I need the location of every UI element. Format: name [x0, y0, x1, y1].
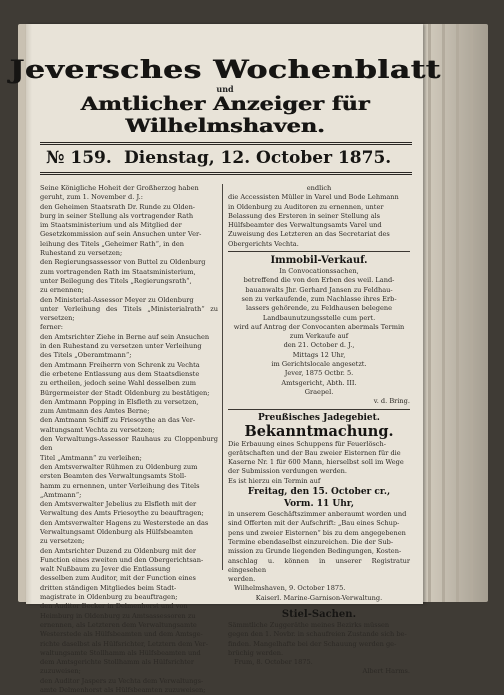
text-line: den Regierungsassessor von Buttel zu Oldenburg	[40, 258, 206, 267]
sale-notice	[228, 267, 410, 397]
newspaper-title: Jeversches Wochenblatt	[9, 55, 441, 84]
text-line: den Amtmann Freiherrn von Schrenk zu Vechta	[40, 360, 200, 369]
text-line: Titel „Amtmann“ zu verleihen;	[40, 453, 142, 462]
text-line: waltungsamt Vechta zu versetzen;	[40, 425, 155, 434]
declaration-date: Freitag, den 15. October cr.,	[247, 487, 391, 498]
text-line: den Amtsverwalter Rühmen zu Oldenburg zum	[40, 462, 198, 471]
text-line: zu ernennen;	[40, 286, 84, 295]
text-line: unter Beilegung des Titels „Regierungsrath“,	[40, 276, 192, 285]
text-line: anschlag u. können in unserer Registratur eingesehen	[228, 556, 410, 574]
text-line: Graepel.	[304, 387, 334, 396]
text-line: Westerstede als Hülfsbeamten und dem Amtsge-	[40, 630, 203, 639]
section-rule	[228, 251, 410, 252]
text-line: Obergerichts Vechta.	[228, 239, 299, 248]
text-line: dritten ständigen Mitgliedes beim Stadt-	[40, 583, 177, 592]
text-line: Zuweisung des Letzteren an das Secretariat des	[228, 230, 390, 239]
text-line: lassers gehörende, zu Feldhausen belegene	[245, 304, 393, 313]
declaration-signature: Kaiserl. Marine-Garnison-Verwaltung.	[255, 593, 383, 602]
text-line: Landbaunutzungsstelle cum pert.	[262, 313, 376, 322]
text-line: sind Offerten mit der Aufschrift: „Bau eines Schup-	[228, 519, 400, 528]
text-line: magistrate in Oldenburg zu beauftragen;	[40, 593, 178, 602]
text-line: Die Erbauung eines Schuppens für Feuerlösch-	[228, 439, 386, 448]
text-line: im Gerichtslocale angesetzt.	[271, 360, 367, 369]
text-line: zum Amtmann des Amtes Berne;	[40, 407, 150, 416]
text-line: finden. Mangelhafte bei der Schauung werden ge-	[228, 639, 397, 648]
page-edge	[470, 24, 473, 602]
text-line: gerätschaften und der Bau zweier Eisternen für die	[228, 448, 401, 457]
text-line: hamm zu ernennen, unter Verleihung des Titels	[40, 481, 200, 490]
sale-heading: Immobil-Verkauf.	[270, 255, 368, 267]
declaration-heading: Bekanntmachung.	[244, 422, 394, 440]
text-line: bauanwalts Jhr. Gerhard Jansen zu Feldhau-	[245, 285, 393, 294]
text-line: den Auditor Becker in Delmenhorst und von	[40, 602, 188, 611]
text-line: den Amtsverwalter Jebelius zu Elsfleth mit der	[40, 500, 197, 509]
stiel-heading: Stiel-Sachen.	[281, 608, 357, 620]
text-line: leihung des Titels „Geheimer Rath“, in den	[40, 239, 185, 248]
text-line: Bürgermeister der Stadt Oldenburg zu bestätigen;	[40, 388, 210, 397]
text-line: ferner:	[40, 323, 64, 332]
text-line: zu ertheilen, jedoch seine Wahl desselben zum	[40, 379, 196, 388]
text-line: des Titels „Oberamtmann“;	[40, 351, 132, 360]
text-line: amte Delmenhorst als Hülfsbeamten zuzuweisen;	[40, 686, 206, 695]
issue-number: № 159.	[46, 148, 112, 168]
text-line: gegen den 1. Novbr. in schaufreien Zustande sich be-	[228, 630, 407, 639]
text-line: den 21. October d. J.,	[283, 341, 355, 350]
text-line: zum Verkaufe auf	[289, 332, 349, 341]
stiel-notice	[228, 621, 410, 658]
text-line: zum vortragenden Rath im Staatsministerium,	[40, 267, 196, 276]
text-line: brüchig werden.	[228, 648, 284, 657]
text-line: mission zu Grunde liegenden Bedingungen, Kosten-	[228, 547, 402, 556]
masthead-rule	[40, 142, 412, 143]
text-line: Amtsgericht, Abth. III.	[281, 378, 357, 387]
text-line: Gesetzkommission auf sein Ansuchen unter Ver-	[40, 230, 202, 239]
text-line: werden.	[228, 575, 256, 584]
text-line: Verwaltungsamt Oldenburg als Hülfsbeamten	[40, 527, 193, 536]
text-line: dem Amtsgerichte Stollhamm als Hülfsrichter	[40, 658, 194, 667]
text-line: burg in seiner Stellung als vortragender Rath	[40, 211, 194, 220]
text-line: Ruhestand zu versetzen;	[40, 249, 123, 258]
text-line: wird auf Antrag der Convocanten abermals Termin	[233, 322, 405, 331]
stiel-place: Frum, 8. October 1875.	[234, 658, 313, 667]
appointments-continued	[228, 193, 410, 249]
left-column	[40, 184, 218, 695]
declaration-time: Vorm. 11 Uhr,	[284, 499, 354, 510]
text-line: ernennen, als Letzteren dem Verwaltungsamte	[40, 620, 197, 629]
declaration-place: Wilhelmshaven, 9. October 1875.	[234, 584, 346, 593]
text-line: richte daselbst als Hülfsrichter, Letztern dem Ver-	[40, 639, 208, 648]
text-line: den Amtsrichter Ziehe in Berne auf sein Ansuchen	[40, 332, 210, 341]
text-line: den Ministerial-Assessor Meyer zu Oldenburg	[40, 295, 194, 304]
masthead-rule	[40, 144, 412, 145]
text-line: Termine ebendaselbst einzureichen. Die der Sub-	[228, 537, 394, 546]
issue-date: Dienstag, 12. October 1875.	[124, 148, 392, 168]
text-line: zu versetzen;	[40, 537, 85, 546]
text-line: die Accessisten Müller in Varel und Bode Lehmann	[228, 193, 399, 202]
text-line: die erbetene Entlassung aus dem Staatsdienste	[40, 369, 200, 378]
text-line: geruht, zum 1. November d. J.:	[40, 193, 143, 202]
text-line: desselben zum Auditor, mit der Function eines	[40, 574, 196, 583]
right-column	[228, 184, 410, 677]
stiel-signature: Albert Harms.	[362, 667, 410, 676]
endlich-text: endlich	[306, 184, 332, 192]
masthead-und: und	[216, 84, 234, 94]
text-line: Hülfsbeamter des Verwaltungsamts Varel und	[228, 221, 382, 230]
text-line: der Submission verdungen werden.	[228, 467, 348, 476]
masthead	[9, 55, 441, 137]
newspaper-subtitle: Amtlicher Anzeiger für Wilhelmshaven.	[80, 93, 370, 137]
text-line: den Auditor Jaspers zu Vechta dem Verwaltungs-	[40, 676, 204, 685]
text-line: Jever, 1875 Octbr. 5.	[284, 369, 354, 378]
text-line: Verwaltung des Amts Friesoythe zu beauftragen;	[40, 509, 204, 518]
text-line: im Staatsministerium und als Mitglied der	[40, 221, 182, 230]
text-line: Mittags 12 Uhr,	[292, 350, 346, 359]
text-line: Kaserne Nr. 1 für 600 Mann, hierselbst soll im Wege	[228, 458, 404, 467]
text-line: den Amtmann Popping in Elsfleth zu versetzen,	[40, 397, 199, 406]
declaration-text	[228, 440, 410, 486]
text-line: betreffend die von den Erben des weil. Land-	[243, 276, 395, 285]
column-divider	[222, 184, 223, 570]
text-line: den Geheimen Staatsrath Dr. Runde zu Olden-	[40, 202, 196, 211]
text-line: ersten Beamten des Verwaltungsamts Stoll-	[40, 472, 187, 481]
declaration-region: Preußisches Jadegebiet.	[258, 412, 380, 423]
text-line: Seine Königliche Hoheit der Großherzog haben	[40, 184, 199, 192]
text-line: den Verwaltungs-Assessor Rauhaus zu Cloppenburg den	[40, 435, 218, 453]
newspaper-page	[9, 24, 441, 695]
text-line: „Amtmann“;	[40, 490, 82, 499]
text-line: in unserem Geschäftszimmer anberaumt worden und	[228, 510, 407, 519]
text-line: In Convocationssachen,	[279, 267, 359, 276]
text-line: den Amtmann Schiff zu Friesoythe an das Ver-	[40, 416, 196, 425]
section-rule	[228, 605, 410, 606]
text-line: Sämmtliche Zuggeräthe meines Bezirks müssen	[228, 620, 390, 629]
text-line: Heimburg in Oldenburg zu Amtsassessoren zu	[40, 611, 196, 620]
dateline	[40, 148, 412, 170]
dateline-rule	[40, 174, 412, 175]
text-line: Belassung des Ersteren in seiner Stellung als	[228, 211, 381, 220]
section-rule	[228, 409, 410, 410]
text-line: in Oldenburg zu Auditoren zu ernennen, unter	[228, 202, 384, 211]
text-line: zuzuweisen;	[40, 667, 81, 676]
text-line: sen zu verkaufende, zum Nachlasse ihres Erb-	[241, 294, 397, 303]
text-line: unter Verleihung des Titels „Ministerialrath“ zu versetzen;	[40, 304, 218, 323]
declaration-text-2	[228, 510, 410, 584]
text-line: Es ist hierzu ein Termin auf	[228, 476, 321, 485]
sale-signature: v. d. Bring.	[373, 397, 410, 406]
text-line: den Amtsverwalter Hagens zu Westerstede an das	[40, 518, 209, 527]
text-line: pens und zweier Eisternen“ bis zu dem angegebenen	[228, 528, 406, 537]
text-line: in den Ruhestand zu versetzen unter Verleihung	[40, 342, 202, 351]
text-line: den Amtsrichter Duzend zu Oldenburg mit der	[40, 546, 197, 555]
text-line: Function eines zweiten und den Obergerichtsan-	[40, 555, 204, 564]
page-edge	[456, 24, 459, 602]
dateline-rule	[40, 172, 412, 173]
text-line: waltungsamte Stollhamm als Hülfsbeamten und	[40, 648, 201, 657]
text-line: walt Nußbaum zu Jever die Entlassung	[40, 565, 171, 574]
